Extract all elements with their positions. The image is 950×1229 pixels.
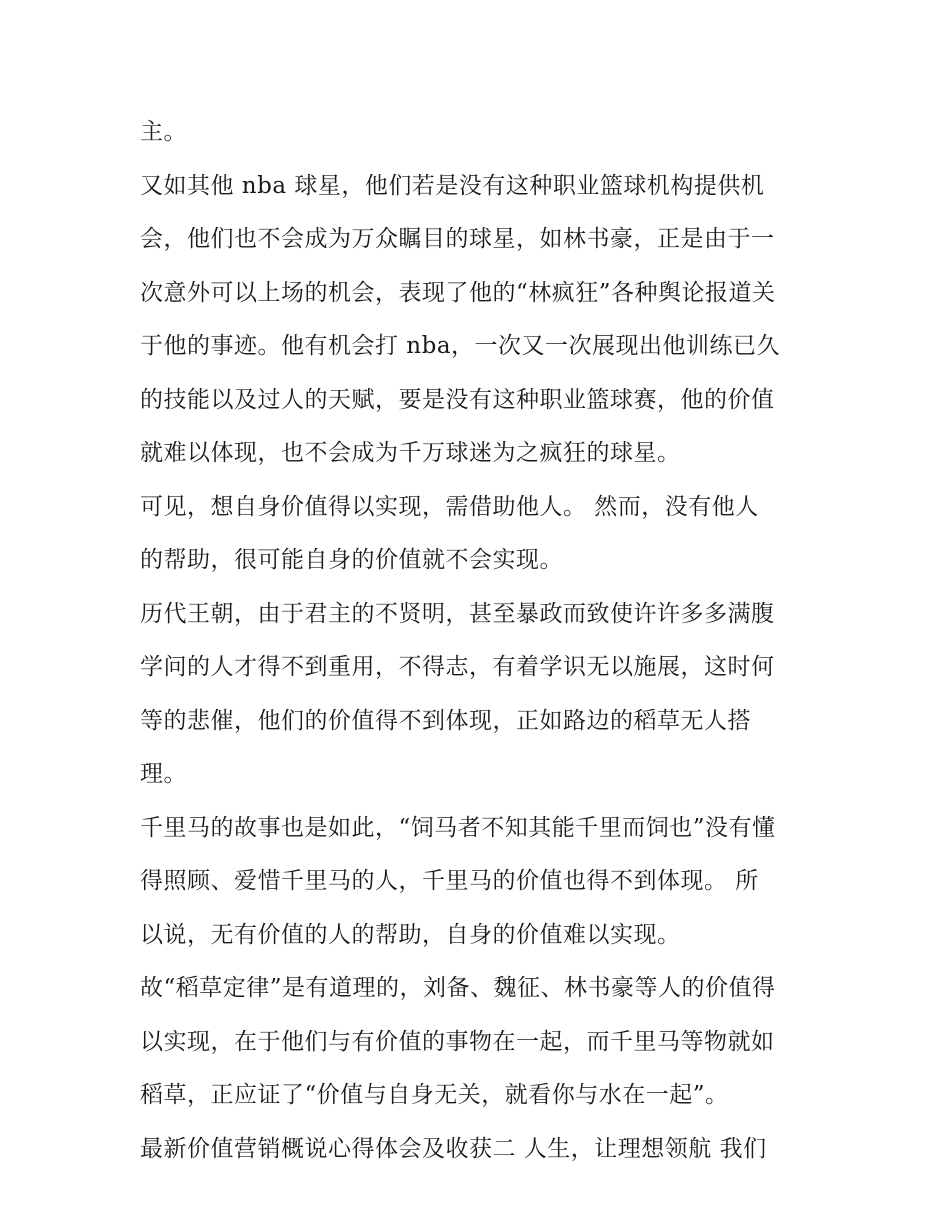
document-body xyxy=(140,106,820,1176)
text-line: 千里马的故事也是如此，“饲马者不知其能千里而饲也”没有懂 xyxy=(140,814,776,841)
text-line: 得照顾、爱惜千里马的人，千里马的价值也得不到体现。 所 xyxy=(140,868,759,894)
text-line: 历代王朝，由于君主的不贤明，甚至暴政而致使许许多多满腹 xyxy=(140,600,775,627)
text-line: 理。 xyxy=(140,761,187,787)
text-line: 稻草，正应证了“价值与自身无关，就看你与水在一起”。 xyxy=(140,1082,729,1108)
text-line: 以实现，在于他们与有价值的事物在一起，而千里马等物就如 xyxy=(140,1028,775,1055)
text-line: 的帮助，很可能自身的价值就不会实现。 xyxy=(140,547,563,573)
text-line: 最新价值营销概说心得体会及收获二 人生，让理想领航 我们 xyxy=(140,1135,767,1162)
text-line: 就难以体现，也不会成为千万球迷为之疯狂的球星。 xyxy=(140,440,681,466)
text-line: 等的悲催，他们的价值得不到体现，正如路边的稻草无人搭 xyxy=(140,707,751,734)
text-line: 学问的人才得不到重用，不得志，有着学识无以施展，这时何 xyxy=(140,654,775,680)
text-line: 的技能以及过人的天赋，要是没有这种职业篮球赛，他的价值 xyxy=(140,386,775,413)
text-line: 故“稻草定律”是有道理的，刘备、魏征、林书豪等人的价值得 xyxy=(140,975,776,1001)
text-line: 次意外可以上场的机会，表现了他的“林疯狂”各种舆论报道关 xyxy=(140,279,776,306)
text-line: 可见，想自身价值得以实现，需借助他人。 然而，没有他人 xyxy=(140,493,759,520)
text-line: 以说，无有价值的人的帮助，自身的价值难以实现。 xyxy=(140,921,681,948)
text-line: 又如其他 nba 球星，他们若是没有这种职业篮球机构提供机 xyxy=(140,172,765,199)
text-line: 主。 xyxy=(140,119,187,145)
text-line: 于他的事迹。他有机会打 nba，一次又一次展现出他训练已久 xyxy=(140,333,781,359)
text-line: 会，他们也不会成为万众瞩目的球星，如林书豪，正是由于一 xyxy=(140,226,775,252)
